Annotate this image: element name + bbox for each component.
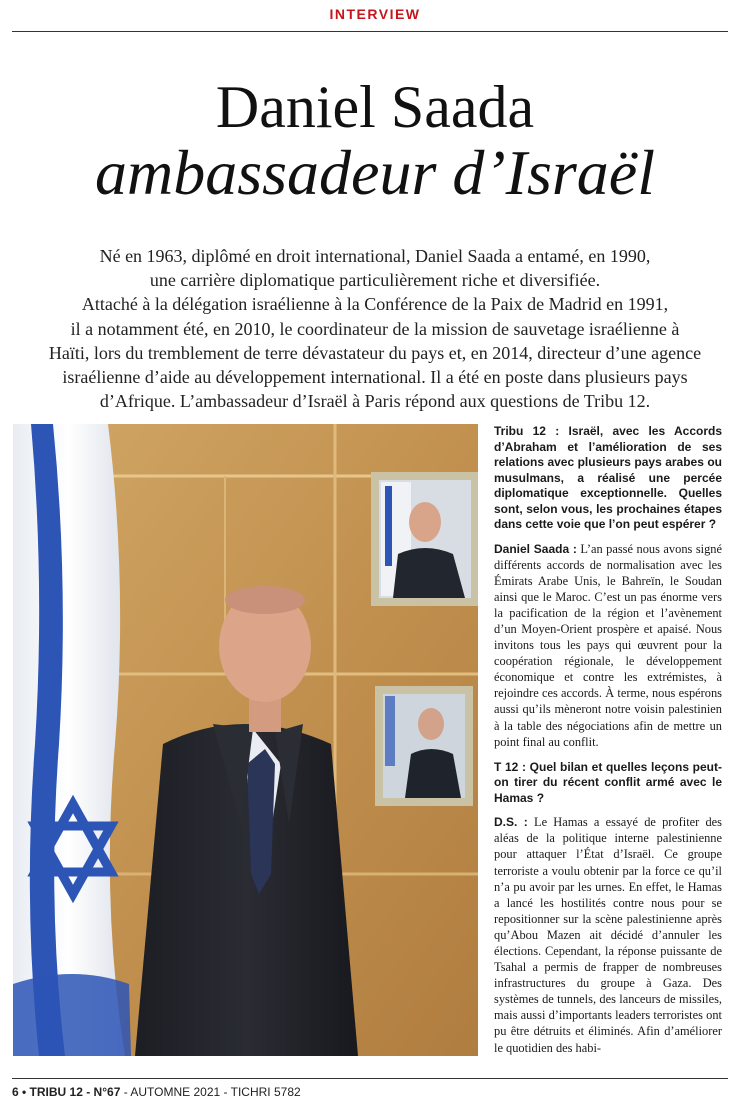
answer-2 — [494, 814, 722, 1055]
question-1: Tribu 12 : Israël, avec les Accords d’Abraham et l’amélioration de ses relations avec plusieurs pays arabes ou musulmans, a réalisé une percée diplomatique exceptionnelle. Quelles sont, selon vous, les prochaines étapes dans cette voie que l’on peut espérer ? — [494, 424, 722, 531]
answer-text: Le Hamas a essayé de profiter des aléas de la politique interne palestinienne pour attaquer l’État d’Israël. Ce groupe terroriste a voulu obtenir par la force ce qu’il n’a pu avoir par les urnes. En effet, le Hamas a lancé les hostilités contre nous pour se repositionner sur la scène palestinienne après qu’Abou Mazen ait décidé d’annuler les élections. Cependant, la réponse puissante de Tsahal a permis de frapper de nombreuses infrastructures du groupe à Gaza. Des systèmes de tunnels, des lanceurs de missiles, mais aussi d’importants leaders terroristes ont pu être détruits et éliminés. Afin d’améliorer le quotidien des habi- — [494, 815, 722, 1055]
section-label: INTERVIEW — [329, 6, 421, 22]
interview-column — [494, 424, 722, 1066]
standfirst — [30, 244, 720, 413]
answer-speaker: D.S. : — [494, 815, 528, 830]
headline-role: ambassadeur d’Israël — [95, 137, 655, 208]
standfirst-line: Né en 1963, diplômé en droit international, Daniel Saada a entamé, en 1990, — [99, 246, 651, 266]
headline-name: Daniel Saada — [215, 74, 535, 140]
standfirst-line: il a notamment été, en 2010, le coordinateur de la mission de sauvetage israélienne à — [70, 318, 680, 339]
ambassador-photo — [13, 424, 478, 1056]
question-2: T 12 : Quel bilan et quelles leçons peut-on tirer du récent conflit armé avec le Hamas ? — [494, 759, 722, 805]
page-footer — [12, 1085, 301, 1099]
standfirst-line: d’Afrique. L’ambassadeur d’Israël à Paris répond aux questions de Tribu 12. — [99, 391, 651, 412]
standfirst-line: Attaché à la délégation israélienne à la Conférence de la Paix de Madrid en 1991, — [81, 294, 669, 315]
top-rule — [12, 31, 728, 32]
standfirst-line: une carrière diplomatique particulièrement riche et diversifiée. — [149, 270, 601, 291]
bottom-rule — [12, 1078, 728, 1079]
answer-text: L’an passé nous avons signé différents accords de normalisation avec les Émirats Arabe Unis, le Bahreïn, le Soudan ainsi que le Maroc. C’est un pas énorme vers la pacification de la région et l’avènement d’un Moyen-Orient prospère et apaisé. Nous invitons tous les pays qui œuvrent pour la coopération régionale, le développement économique et contre les extrémistes, à rejoindre ces accords. À terme, nous espérons aussi qu’ils mèneront notre voisin palestinien à la table des négociations afin de mettre un point final au conflit. — [494, 541, 722, 749]
issue-info: - AUTOMNE 2021 - TICHRI 5782 — [120, 1085, 301, 1099]
folio: 6 • TRIBU 12 - N°67 — [12, 1085, 121, 1099]
answer-speaker: Daniel Saada : — [494, 541, 577, 556]
answer-1 — [494, 541, 722, 750]
standfirst-line: israélienne d’aide au développement international. Il a été en poste dans plusieurs pays — [62, 367, 688, 388]
standfirst-line: Haïti, lors du tremblement de terre dévastateur du pays et, en 2014, directeur d’une agence — [48, 342, 702, 363]
